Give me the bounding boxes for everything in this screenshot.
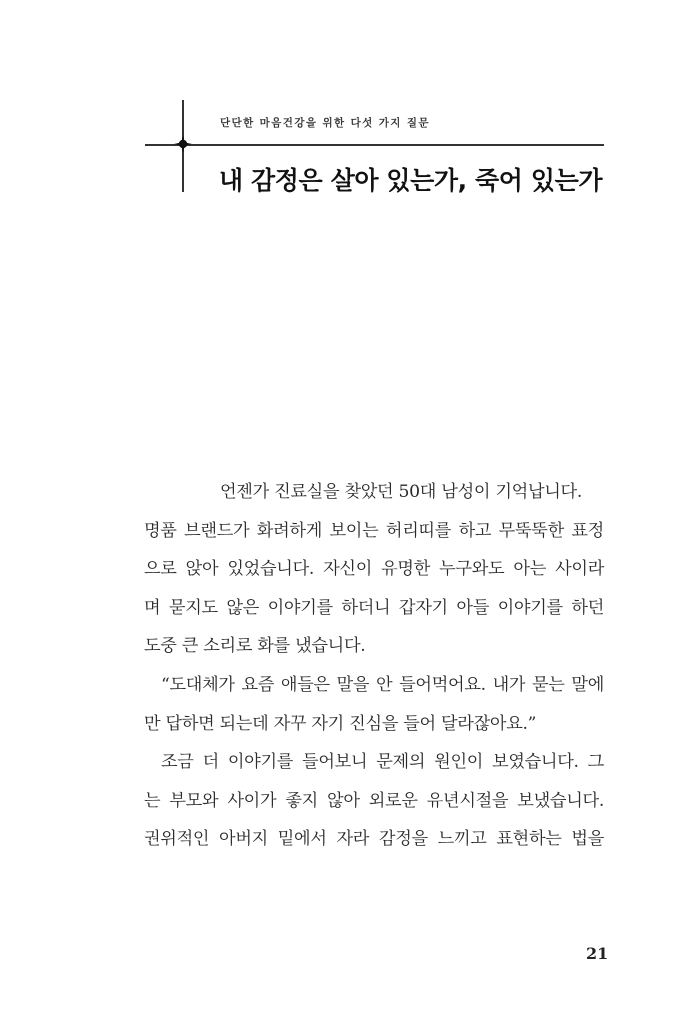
paragraph-line: 며 묻지도 않은 이야기를 하더니 갑자기 아들 이야기를 하던: [144, 597, 604, 618]
series-title: 단단한 마음건강을 위한 다섯 가지 질문: [220, 117, 430, 129]
paragraph-line: 도중 큰 소리로 화를 냈습니다.: [144, 636, 366, 657]
page-number: 21: [586, 944, 609, 963]
quote-line: 만 답하면 되는데 자꾸 자기 진심을 들어 달라잖아요.”: [144, 713, 537, 734]
paragraph-line: 는 부모와 사이가 좋지 않아 외로운 유년시절을 보냈습니다.: [144, 790, 604, 811]
paragraph-line: 권위적인 아버지 밑에서 자라 감정을 느끼고 표현하는 법을: [144, 829, 604, 850]
paragraph-line: 언젠가 진료실을 찾았던 50대 남성이 기억납니다.: [220, 482, 583, 502]
header-horizontal-rule: [145, 144, 604, 146]
paragraph-line: 으로 앉아 있었습니다. 자신이 유명한 누구와도 아는 사이라: [144, 559, 604, 580]
body-text: [144, 477, 604, 863]
paragraph-line: 명품 브랜드가 화려하게 보이는 허리띠를 하고 무뚝뚝한 표정: [144, 520, 604, 541]
paragraph-line: 조금 더 이야기를 들어보니 문제의 원인이 보였습니다. 그: [161, 752, 604, 773]
sparkle-ornament-icon: [173, 134, 193, 154]
quote-line: “도대체가 요즘 애들은 말을 안 들어먹어요. 내가 묻는 말에: [161, 674, 604, 695]
chapter-title: 내 감정은 살아 있는가, 죽어 있는가: [219, 166, 603, 195]
